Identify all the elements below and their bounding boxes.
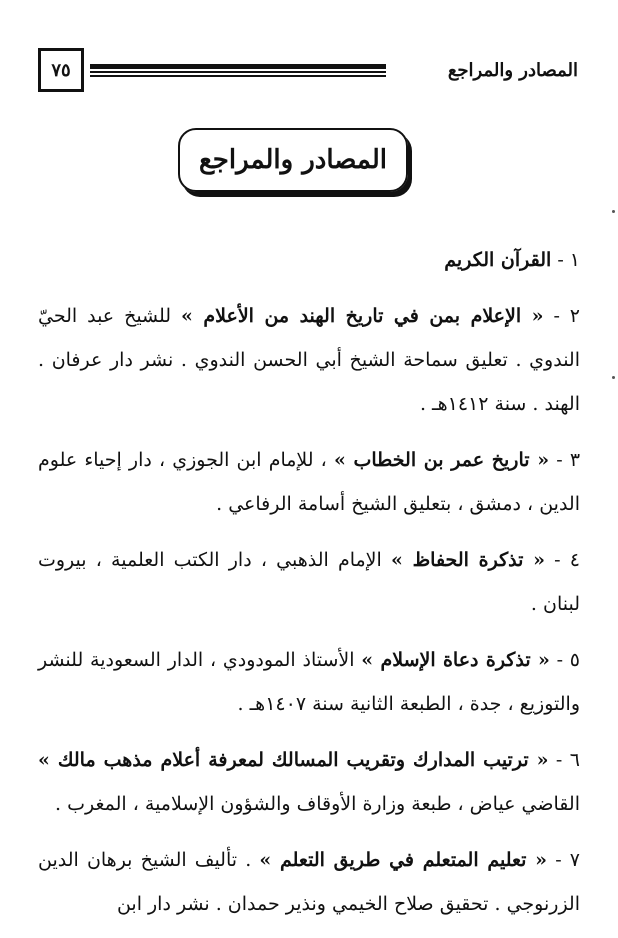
entry-details: . تأليف الشيخ برهان الدين الزرنوجي . تحقيق صلاح الخيمي ونذير حمدان . نشر دار ابن <box>38 849 580 915</box>
entry-details: للشيخ عبد الحيّ الندوي . تعليق سماحة الشيخ أبي الحسن الندوي . نشر دار عرفان . الهند . سنة ١٤١٢هـ . <box>38 305 580 415</box>
entry-title: « تاريخ عمر بن الخطاب » <box>333 449 550 471</box>
header-rule <box>90 64 386 82</box>
section-title-box <box>178 128 408 192</box>
entry-title: « تذكرة الحفاظ » <box>390 549 546 571</box>
entry-details: الأستاذ المودودي ، الدار السعودية للنشر والتوزيع ، جدة ، الطبعة الثانية سنة ١٤٠٧هـ . <box>38 649 580 715</box>
entry-details: ، للإمام ابن الجوزي ، دار إحياء علوم الدين ، دمشق ، بتعليق الشيخ أسامة الرفاعي . <box>38 449 580 515</box>
entry-number: ٣ - <box>549 449 581 471</box>
entry-number: ٤ - <box>545 549 580 571</box>
page-number: ٧٥ <box>38 48 84 92</box>
scan-speck <box>612 376 615 379</box>
page-header <box>38 48 578 100</box>
reference-entry <box>38 638 580 726</box>
running-head: المصادر والمراجع <box>447 60 578 81</box>
scan-speck <box>612 210 615 213</box>
section-title: المصادر والمراجع <box>198 145 388 175</box>
entry-number: ٦ - <box>548 749 580 771</box>
entry-title: « ترتيب المدارك وتقريب المسالك لمعرفة أعلام مذهب مالك » <box>38 749 549 771</box>
entry-details: القاضي عياض ، طبعة وزارة الأوقاف والشؤون الإسلامية ، المغرب . <box>55 793 580 815</box>
reference-entry <box>38 838 580 926</box>
entry-number: ٢ - <box>543 305 581 327</box>
entry-title: « تذكرة دعاة الإسلام » <box>361 649 550 671</box>
entry-details: الإمام الذهبي ، دار الكتب العلمية ، بيروت لبنان . <box>38 549 580 615</box>
references-list <box>38 238 580 938</box>
reference-entry <box>38 538 580 626</box>
reference-entry <box>38 738 580 826</box>
entry-title: « تعليم المتعلم في طريق التعلم » <box>259 849 548 871</box>
reference-entry <box>38 238 580 282</box>
reference-entry <box>38 294 580 426</box>
reference-entry <box>38 438 580 526</box>
entry-number: ٧ - <box>547 849 580 871</box>
entry-number: ٥ - <box>549 649 581 671</box>
entry-title: « الإعلام بمن في تاريخ الهند من الأعلام » <box>181 305 544 327</box>
entry-number: ١ - <box>551 249 580 271</box>
entry-title: القرآن الكريم <box>444 249 552 271</box>
